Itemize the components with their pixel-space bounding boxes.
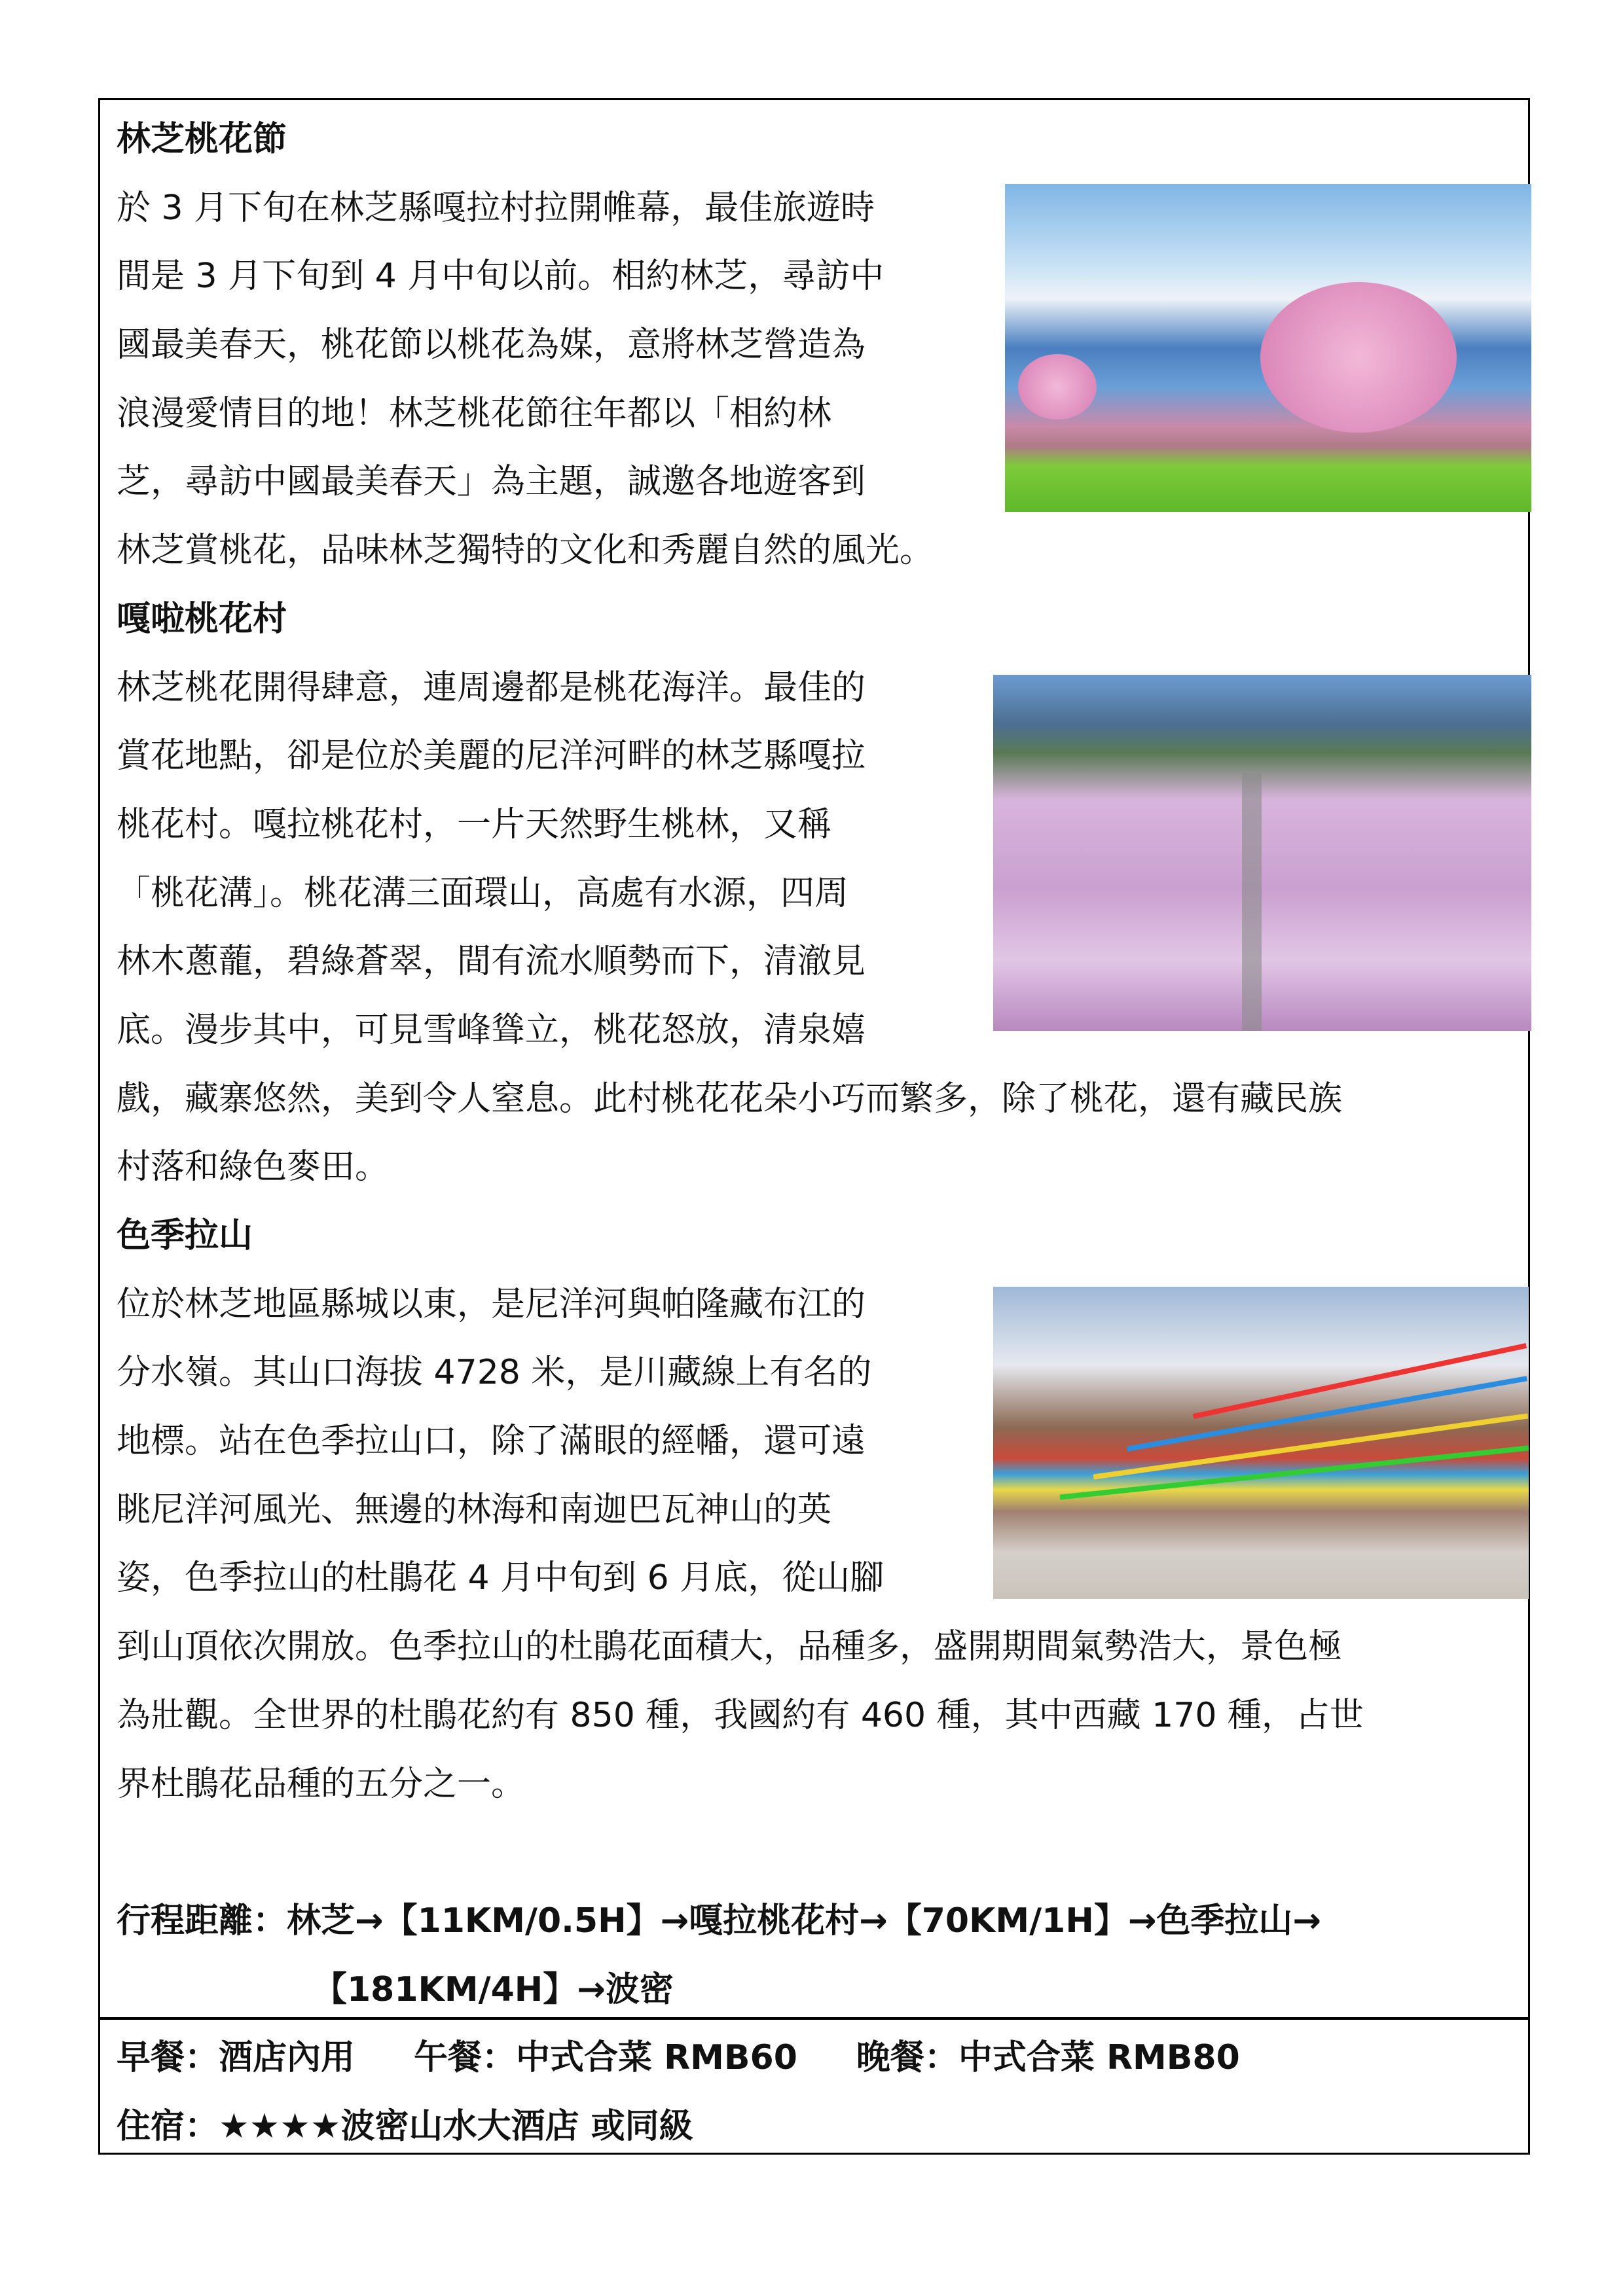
paragraph-line: 到山頂依次開放。色季拉山的杜鵑花面積大，品種多，盛開期間氣勢浩大，景色極 xyxy=(117,1627,1343,1667)
paragraph-line: 為壯觀。全世界的杜鵑花約有 850 種，我國約有 460 種，其中西藏 170 種，占世 xyxy=(117,1695,1364,1735)
paragraph-line: 姿，色季拉山的杜鵑花 4 月中旬到 6 月底，從山腳 xyxy=(117,1558,884,1598)
paragraph-line: 戲，藏寨悠然，美到令人窒息。此村桃花花朵小巧而繁多，除了桃花，還有藏民族 xyxy=(117,1079,1343,1119)
paragraph-line: 國最美春天，桃花節以桃花為媒，意將林芝營造為 xyxy=(117,325,866,365)
paragraph-line: 界杜鵑花品種的五分之一。 xyxy=(117,1764,526,1804)
paragraph-line: 於 3 月下旬在林芝縣嘎拉村拉開帷幕，最佳旅遊時 xyxy=(117,188,875,228)
paragraph-line: 「桃花溝」。桃花溝三面環山，高處有水源，四周 xyxy=(117,873,849,913)
itinerary-distance: 行程距離：林芝→【11KM/0.5H】→嘎拉桃花村→【70KM/1H】→色季拉山→ xyxy=(117,1901,1321,1941)
paragraph-line: 芝，尋訪中國最美春天」為主題，誠邀各地遊客到 xyxy=(117,462,866,502)
paragraph-line: 位於林芝地區縣城以東，是尼洋河與帕隆藏布江的 xyxy=(117,1284,866,1324)
paragraph-line: 賞花地點，卻是位於美麗的尼洋河畔的林芝縣嘎拉 xyxy=(117,736,866,776)
blank-line xyxy=(117,1818,1524,1887)
section-title: 嘎啦桃花村 xyxy=(117,599,287,639)
breakfast: 早餐：酒店內用 xyxy=(117,2038,356,2078)
lodging: 住宿：★★★★波密山水大酒店 或同級 xyxy=(117,2106,693,2146)
meals-row xyxy=(117,2024,1524,2092)
paragraph-line: 林芝賞桃花，品味林芝獨特的文化和秀麗自然的風光。 xyxy=(117,531,934,571)
lunch: 午餐：中式合菜 RMB60 xyxy=(414,2038,797,2078)
paragraph-line: 村落和綠色麥田。 xyxy=(117,1147,390,1187)
paragraph-line: 地標。站在色季拉山口，除了滿眼的經幡，還可遠 xyxy=(117,1422,866,1462)
section-title: 林芝桃花節 xyxy=(117,120,287,159)
paragraph-line: 眺尼洋河風光、無邊的林海和南迦巴瓦神山的英 xyxy=(117,1490,832,1530)
section-title: 色季拉山 xyxy=(117,1216,253,1255)
dinner: 晚餐：中式合菜 RMB80 xyxy=(856,2038,1240,2078)
document-body xyxy=(117,105,1524,2161)
paragraph-line: 間是 3 月下旬到 4 月中旬以前。相約林芝，尋訪中 xyxy=(117,257,884,296)
paragraph-line: 桃花村。嘎拉桃花村，一片天然野生桃林，又稱 xyxy=(117,804,832,844)
paragraph-line: 分水嶺。其山口海拔 4728 米，是川藏線上有名的 xyxy=(117,1353,872,1393)
paragraph-line: 林木蔥蘢，碧綠蒼翠，間有流水順勢而下，清澈見 xyxy=(117,942,866,982)
itinerary-distance-cont: 【181KM/4H】→波密 xyxy=(313,1969,674,2009)
paragraph-line: 浪漫愛情目的地！林芝桃花節往年都以「相約林 xyxy=(117,393,832,433)
paragraph-line: 底。漫步其中，可見雪峰聳立，桃花怒放，清泉嬉 xyxy=(117,1010,866,1050)
paragraph-line: 林芝桃花開得肆意，連周邊都是桃花海洋。最佳的 xyxy=(117,668,866,708)
